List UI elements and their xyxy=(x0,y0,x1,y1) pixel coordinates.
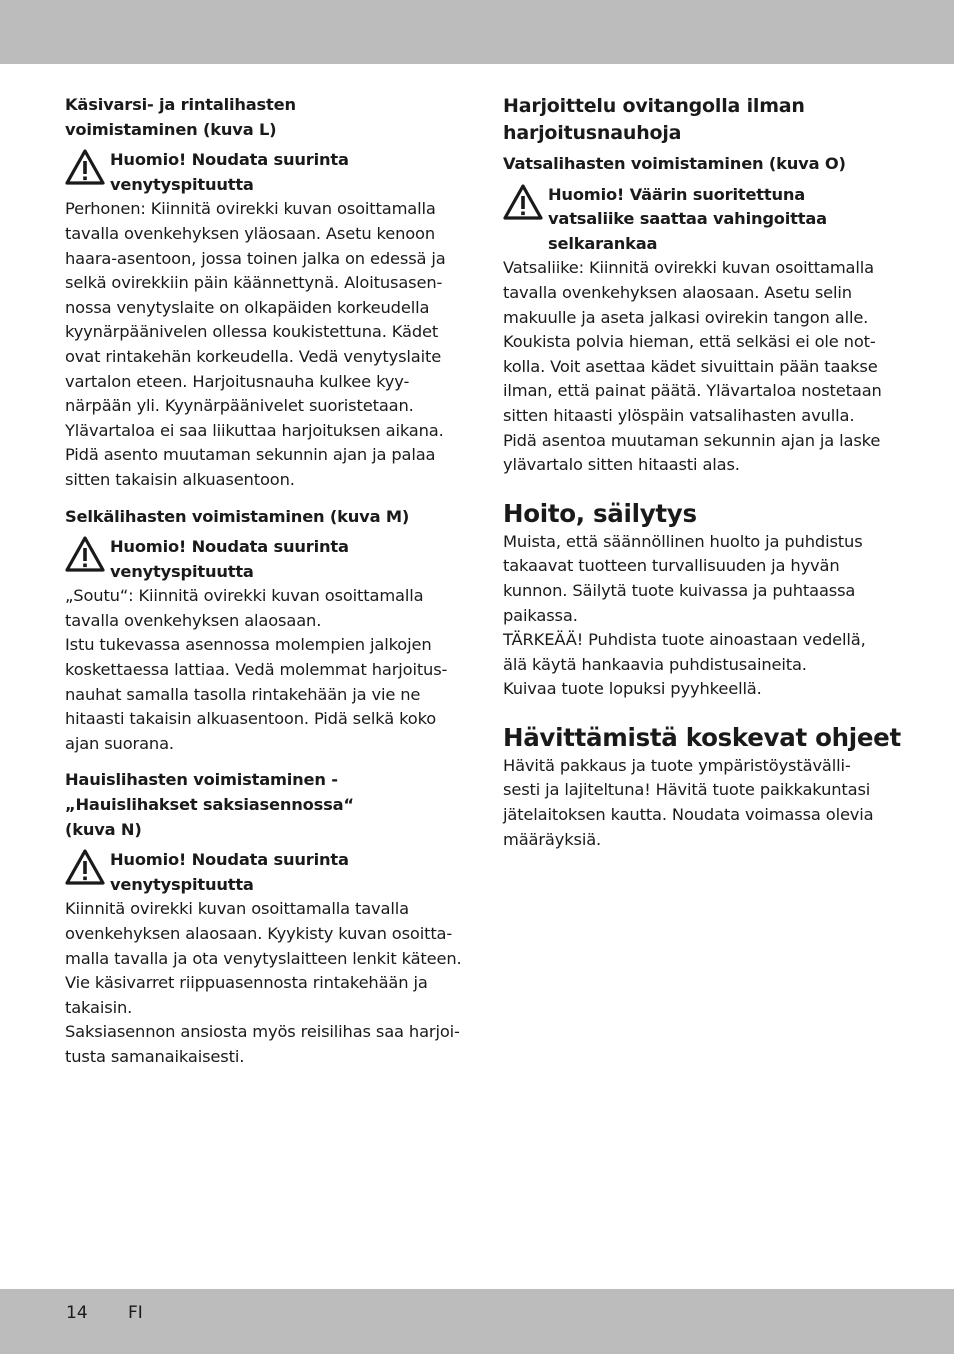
body-line: Istu tukevassa asennossa molempien jalkojen xyxy=(65,635,432,655)
header-band xyxy=(0,0,954,64)
warning-block xyxy=(65,848,457,897)
body-line: Koukista polvia hieman, että selkäsi ei ole not- xyxy=(503,332,876,352)
warning-triangle-icon xyxy=(65,849,105,885)
body-line: älä käytä hankaavia puhdistusaineita. xyxy=(503,654,807,674)
section-heading: Vatsalihasten voimistaminen (kuva O) xyxy=(503,154,846,173)
warning-text: venytyspituutta xyxy=(110,561,254,581)
body-line: tavalla ovenkehyksen alaosaan. xyxy=(65,610,322,630)
section-care-storage xyxy=(503,498,887,702)
body-line: koskettaessa lattiaa. Vedä molemmat harjoitus- xyxy=(65,660,448,680)
body-line: Kuivaa tuote lopuksi pyyhkeellä. xyxy=(503,679,762,699)
body-line: takaavat tuotteen turvallisuuden ja hyvän xyxy=(503,556,840,576)
section-body xyxy=(65,897,462,1069)
body-line: vartalon eteen. Harjoitusnauha kulkee kyy- xyxy=(65,371,410,391)
body-line: ovat rintakehän korkeudella. Vedä venytyslaite xyxy=(65,346,442,366)
section-title: Harjoittelu ovitangolla ilman xyxy=(503,95,805,117)
language-code: FI xyxy=(128,1303,143,1323)
body-line: tavalla ovenkehyksen alaosaan. Asetu selin xyxy=(503,282,852,302)
section-heading: Selkälihasten voimistaminen (kuva M) xyxy=(65,506,410,526)
body-line: takaisin. xyxy=(65,997,133,1017)
body-line: paikassa. xyxy=(503,605,578,625)
section-door-bar xyxy=(503,93,887,478)
section-body xyxy=(65,584,457,756)
section-heading: (kuva N) xyxy=(65,819,142,839)
warning-triangle-icon xyxy=(503,184,543,220)
body-line: sitten takaisin alkuasentoon. xyxy=(65,469,295,489)
section-heading: Käsivarsi- ja rintalihasten xyxy=(65,95,296,114)
section-arms-chest xyxy=(65,93,457,493)
body-line: ylävartalo sitten hitaasti alas. xyxy=(503,455,740,475)
warning-block xyxy=(65,535,457,584)
page-number: 14 xyxy=(66,1303,88,1323)
body-line: kunnon. Säilytä tuote kuivassa ja puhtaassa xyxy=(503,580,856,600)
warning-text: vatsaliike saattaa vahingoittaa xyxy=(548,209,827,229)
body-line: tusta samanaikaisesti. xyxy=(65,1046,245,1066)
body-line: Muista, että säännöllinen huolto ja puhdistus xyxy=(503,531,863,551)
body-line: Vie käsivarret riippuasennosta rintakehään ja xyxy=(65,973,428,993)
footer-band xyxy=(0,1289,954,1354)
section-heading: voimistaminen (kuva L) xyxy=(65,119,277,139)
body-line: ovenkehyksen alaosaan. Kyykisty kuvan osoitta- xyxy=(65,924,453,943)
warning-text: Huomio! Noudata suurinta xyxy=(110,537,349,557)
body-line: tavalla ovenkehyksen yläosaan. Asetu kenoon xyxy=(65,223,436,243)
body-line: kyynärpäänivelen ollessa koukistettuna. Kädet xyxy=(65,322,439,342)
section-title: Hävittämistä koskevat ohjeet xyxy=(503,722,901,752)
section-disposal xyxy=(503,722,901,852)
body-line: TÄRKEÄÄ! Puhdista tuote ainoastaan vedellä, xyxy=(503,630,866,650)
section-body xyxy=(503,530,887,702)
body-line: Hävitä pakkaus ja tuote ympäristöystävälli- xyxy=(503,755,851,775)
body-line: jätelaitoksen kautta. Noudata voimassa olevia xyxy=(503,805,874,825)
body-line: haara-asentoon, jossa toinen jalka on edessä ja xyxy=(65,248,446,268)
body-line: hitaasti takaisin alkuasentoon. Pidä selkä koko xyxy=(65,709,437,729)
section-biceps xyxy=(65,768,462,1069)
section-body xyxy=(503,256,887,477)
body-line: Kiinnitä ovirekki kuvan osoittamalla tavalla xyxy=(65,899,409,919)
warning-triangle-icon xyxy=(65,149,105,185)
body-line: nossa venytyslaite on olkapäiden korkeudella xyxy=(65,297,430,317)
body-line: nauhat samalla tasolla rintakehään ja vie ne xyxy=(65,684,421,704)
body-line: kolla. Voit asettaa kädet sivuittain pään taakse xyxy=(503,356,878,376)
warning-text: Huomio! Noudata suurinta xyxy=(110,150,349,170)
section-body xyxy=(503,754,887,852)
warning-text: venytyspituutta xyxy=(110,874,254,894)
warning-block xyxy=(503,183,887,257)
right-column xyxy=(503,93,901,852)
warning-text: selkarankaa xyxy=(548,233,658,253)
body-line: Pidä asento muutaman sekunnin ajan ja palaa xyxy=(65,445,436,465)
warning-text: Huomio! Noudata suurinta xyxy=(110,850,349,870)
body-line: malla tavalla ja ota venytyslaitteen lenkit käteen. xyxy=(65,948,462,968)
section-heading: Hauislihasten voimistaminen - xyxy=(65,770,338,790)
body-line: „Soutu“: Kiinnitä ovirekki kuvan osoittamalla xyxy=(65,586,424,606)
left-column xyxy=(65,93,462,1070)
body-line: Perhonen: Kiinnitä ovirekki kuvan osoittamalla xyxy=(65,199,436,219)
body-line: Pidä asentoa muutaman sekunnin ajan ja laske xyxy=(503,430,881,450)
body-line: sitten hitaasti ylöspäin vatsalihasten avulla. xyxy=(503,405,855,425)
section-title: harjoitusnauhoja xyxy=(503,122,682,144)
body-line: sesti ja lajiteltuna! Hävitä tuote paikkakuntasi xyxy=(503,780,871,800)
body-line: ajan suorana. xyxy=(65,733,174,753)
body-line: määräyksiä. xyxy=(503,829,602,849)
body-line: ilman, että painat päätä. Ylävartaloa nostetaan xyxy=(503,381,882,401)
section-back xyxy=(65,505,457,757)
body-line: närpään yli. Kyynärpäänivelet suoristetaan. xyxy=(65,396,414,416)
warning-text: venytyspituutta xyxy=(110,174,254,194)
body-line: Ylävartaloa ei saa liikuttaa harjoituksen aikana. xyxy=(65,420,444,440)
body-line: Vatsaliike: Kiinnitä ovirekki kuvan osoittamalla xyxy=(503,258,874,278)
section-heading: „Hauislihakset saksiasennossa“ xyxy=(65,795,354,815)
body-line: Saksiasennon ansiosta myös reisilihas saa harjoi- xyxy=(65,1022,460,1042)
section-title: Hoito, säilytys xyxy=(503,498,697,528)
body-line: selkä ovirekkiin päin käännettynä. Aloitusasen- xyxy=(65,273,443,293)
warning-triangle-icon xyxy=(65,536,105,572)
section-body xyxy=(65,197,457,492)
warning-text: Huomio! Väärin suoritettuna xyxy=(548,184,806,204)
warning-block xyxy=(65,148,457,197)
body-line: makuulle ja aseta jalkasi ovirekin tangon alle. xyxy=(503,307,869,327)
